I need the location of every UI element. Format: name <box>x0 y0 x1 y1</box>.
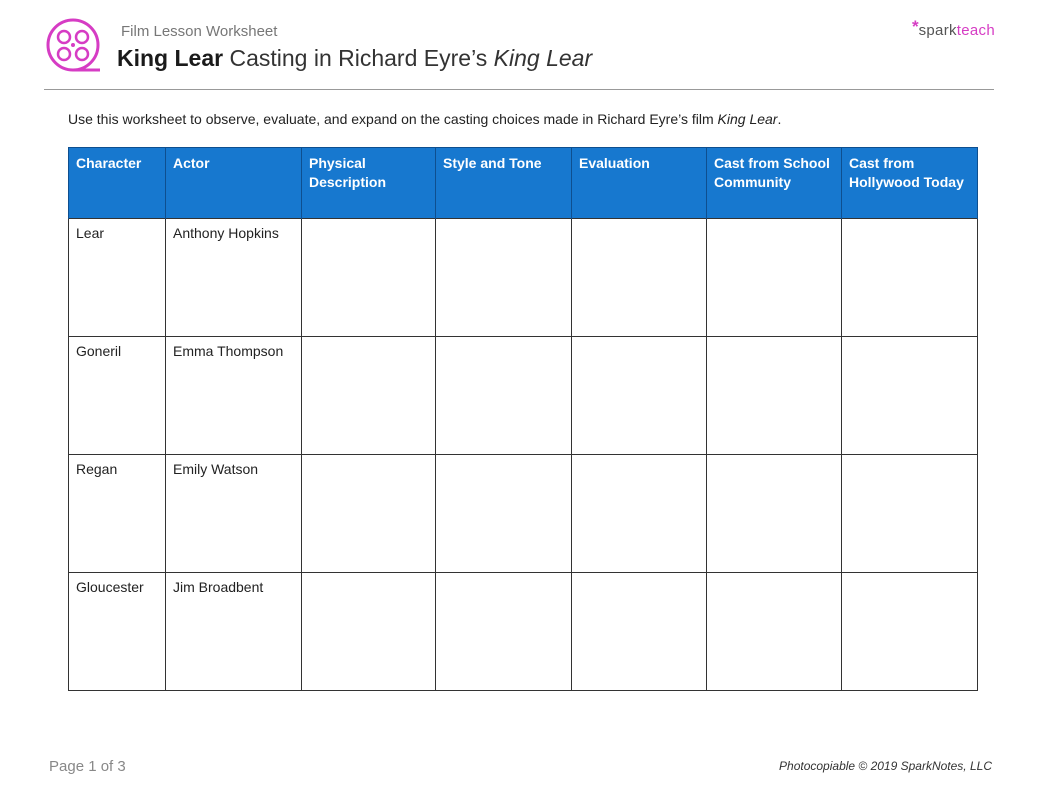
brand-spark: spark <box>918 22 957 39</box>
column-header-actor: Actor <box>166 148 302 219</box>
column-header-physical-description: Physical Description <box>302 148 436 219</box>
table-header-row <box>69 148 978 219</box>
cell-cast-from-hollywood[interactable] <box>842 455 978 573</box>
title-bold: King Lear <box>117 45 224 71</box>
cell-character: Goneril <box>69 337 166 455</box>
cell-style-and-tone[interactable] <box>436 573 572 691</box>
column-header-cast-from-hollywood: Cast from Hollywood Today <box>842 148 978 219</box>
cell-actor: Emma Thompson <box>166 337 302 455</box>
casting-table <box>68 147 978 691</box>
instructions-film-title: King Lear <box>717 111 778 127</box>
table-row <box>69 219 978 337</box>
column-header-style-and-tone: Style and Tone <box>436 148 572 219</box>
cell-actor: Emily Watson <box>166 455 302 573</box>
cell-style-and-tone[interactable] <box>436 337 572 455</box>
copyright-notice: Photocopiable © 2019 SparkNotes, LLC <box>779 759 992 773</box>
column-header-character: Character <box>69 148 166 219</box>
brand-star: * <box>911 17 919 36</box>
cell-physical-description[interactable] <box>302 573 436 691</box>
column-header-evaluation: Evaluation <box>572 148 707 219</box>
cell-cast-from-school[interactable] <box>707 573 842 691</box>
cell-character: Gloucester <box>69 573 166 691</box>
cell-physical-description[interactable] <box>302 337 436 455</box>
title-regular: Casting in Richard Eyre’s <box>223 45 494 71</box>
page-number: Page 1 of 3 <box>49 758 126 775</box>
instructions-end: . <box>777 111 782 127</box>
table-row <box>69 573 978 691</box>
header-divider <box>44 89 994 90</box>
film-reel-icon <box>44 16 102 76</box>
cell-physical-description[interactable] <box>302 455 436 573</box>
brand-teach: teach <box>956 22 995 39</box>
cell-style-and-tone[interactable] <box>436 219 572 337</box>
instructions <box>68 111 781 127</box>
column-header-cast-from-school: Cast from School Community <box>707 148 842 219</box>
cell-actor: Anthony Hopkins <box>166 219 302 337</box>
cell-evaluation[interactable] <box>572 337 707 455</box>
cell-actor: Jim Broadbent <box>166 573 302 691</box>
page-title <box>117 45 592 72</box>
cell-evaluation[interactable] <box>572 455 707 573</box>
cell-evaluation[interactable] <box>572 219 707 337</box>
cell-character: Regan <box>69 455 166 573</box>
cell-evaluation[interactable] <box>572 573 707 691</box>
cell-cast-from-hollywood[interactable] <box>842 219 978 337</box>
cell-physical-description[interactable] <box>302 219 436 337</box>
cell-cast-from-school[interactable] <box>707 337 842 455</box>
cell-cast-from-school[interactable] <box>707 455 842 573</box>
cell-cast-from-school[interactable] <box>707 219 842 337</box>
title-italic: King Lear <box>493 45 593 71</box>
cell-style-and-tone[interactable] <box>436 455 572 573</box>
table-row <box>69 455 978 573</box>
table-row <box>69 337 978 455</box>
cell-character: Lear <box>69 219 166 337</box>
worksheet-type: Film Lesson Worksheet <box>121 23 278 40</box>
instructions-text: Use this worksheet to observe, evaluate, and expand on the casting choices made in Richard Eyre’s film <box>68 111 718 127</box>
sparkteach-logo <box>912 17 995 39</box>
cell-cast-from-hollywood[interactable] <box>842 573 978 691</box>
cell-cast-from-hollywood[interactable] <box>842 337 978 455</box>
